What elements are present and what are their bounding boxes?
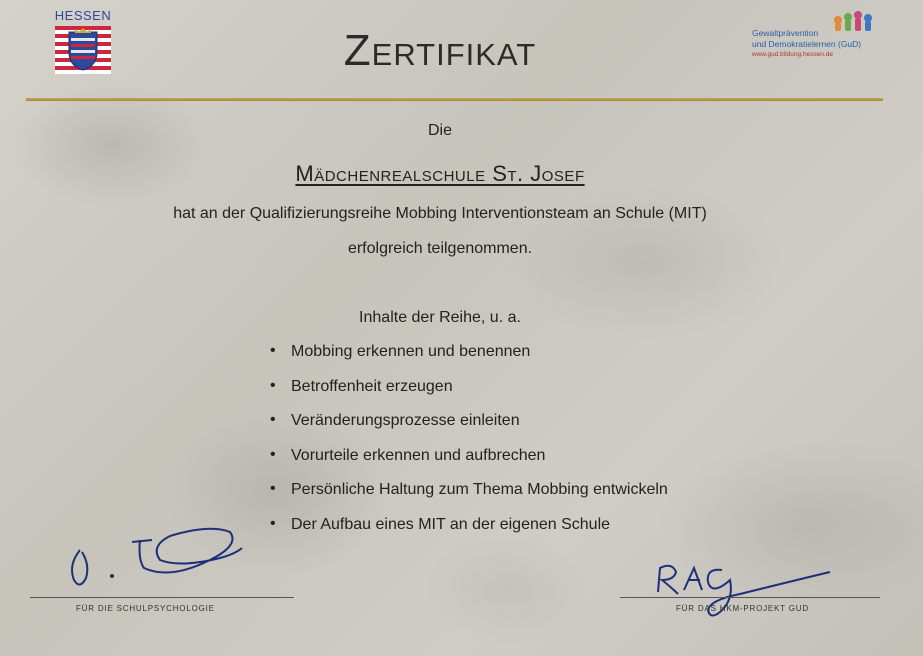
contents-intro: Inhalte der Reihe, u. a. — [359, 309, 521, 326]
school-name: Mädchenrealschule St. Josef — [295, 161, 585, 186]
article-text: Die — [427, 122, 452, 139]
gud-name-line2: und Demokratielernen (GuD) — [752, 39, 862, 49]
list-item — [270, 480, 668, 515]
bullet-icon: • — [270, 411, 276, 428]
gud-url: www.gud.bildung.hessen.de — [752, 51, 833, 58]
list-item-text: Vorurteile erkennen und aufbrechen — [291, 446, 546, 464]
gud-name-line1: Gewaltprävention — [752, 28, 819, 38]
list-item-text: Mobbing erkennen und benennen — [291, 343, 531, 360]
bullet-icon: • — [270, 514, 276, 532]
statement-line-1: hat an der Qualifizierungsreihe Mobbing Interventionsteam an Schule (MIT) — [173, 205, 707, 222]
signature-label-left: FÜR DIE SCHULPSYCHOLOGIE — [76, 604, 215, 613]
certificate-title: Zertifikat — [343, 26, 537, 75]
signature-left — [60, 520, 260, 595]
contents-list — [270, 342, 668, 549]
list-item-text: Betroffenheit erzeugen — [291, 377, 453, 395]
bullet-icon: • — [270, 342, 276, 359]
list-item — [270, 515, 668, 550]
bullet-icon: • — [270, 376, 276, 394]
signature-line-left — [30, 597, 294, 598]
list-item — [270, 342, 668, 377]
signature-right — [650, 560, 850, 630]
list-item-text: Veränderungsprozesse einleiten — [291, 412, 520, 429]
signature-line-right — [620, 597, 880, 598]
bullet-icon: • — [270, 445, 276, 463]
signature-label-right: FÜR DAS HKM-PROJEKT GUD — [676, 604, 809, 613]
list-item-text: Der Aufbau eines MIT an der eigenen Schule — [291, 515, 611, 533]
list-item — [270, 411, 668, 446]
list-item — [270, 377, 668, 412]
hessen-label: HESSEN — [54, 8, 112, 23]
list-item-text: Persönliche Haltung zum Thema Mobbing entwickeln — [291, 481, 668, 498]
statement-line-2: erfolgreich teilgenommen. — [347, 240, 533, 257]
gold-divider — [26, 98, 883, 101]
list-item — [270, 446, 668, 481]
bullet-icon: • — [270, 480, 276, 497]
